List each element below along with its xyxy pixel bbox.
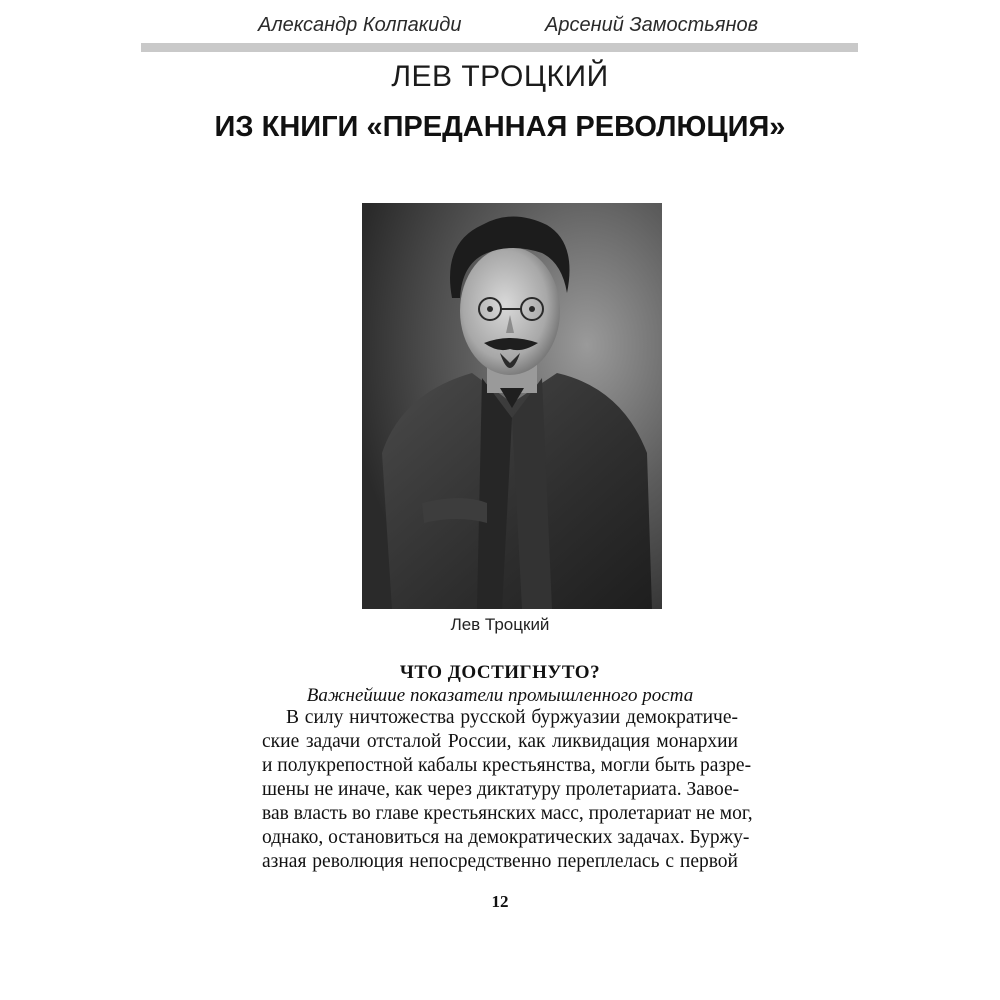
body-line: В силу ничтожества русской буржуазии демократиче- <box>286 707 738 728</box>
chapter-author: ЛЕВ ТРОЦКИЙ <box>391 60 609 93</box>
portrait-illustration <box>362 203 662 609</box>
body-line: однако, остановиться на демократических задачах. Буржу- <box>262 827 750 848</box>
running-header <box>0 8 1000 42</box>
body-paragraph <box>262 706 753 874</box>
header-author-left: Александр Колпакиди <box>258 14 462 36</box>
header-rule <box>141 43 858 52</box>
body-line: ские задачи отсталой России, как ликвидация монархии <box>262 731 738 752</box>
body-line: шены не иначе, как через диктатуру пролетариата. Завое- <box>262 779 740 800</box>
portrait-photo <box>362 203 662 609</box>
page-number: 12 <box>491 892 509 911</box>
section-subheading: Важнейшие показатели промышленного роста <box>306 685 694 706</box>
body-line: и полукрепостной кабалы крестьянства, могли быть разре- <box>262 755 752 776</box>
body-line: азная революция непосредственно переплелась с первой <box>262 851 738 872</box>
chapter-title: ИЗ КНИГИ «ПРЕДАННАЯ РЕВОЛЮЦИЯ» <box>214 111 786 143</box>
portrait-caption: Лев Троцкий <box>450 615 550 634</box>
section-heading: ЧТО ДОСТИГНУТО? <box>399 662 601 683</box>
header-author-right: Арсений Замостьянов <box>545 14 759 36</box>
body-line: вав власть во главе крестьянских масс, пролетариат не мог, <box>262 803 753 824</box>
